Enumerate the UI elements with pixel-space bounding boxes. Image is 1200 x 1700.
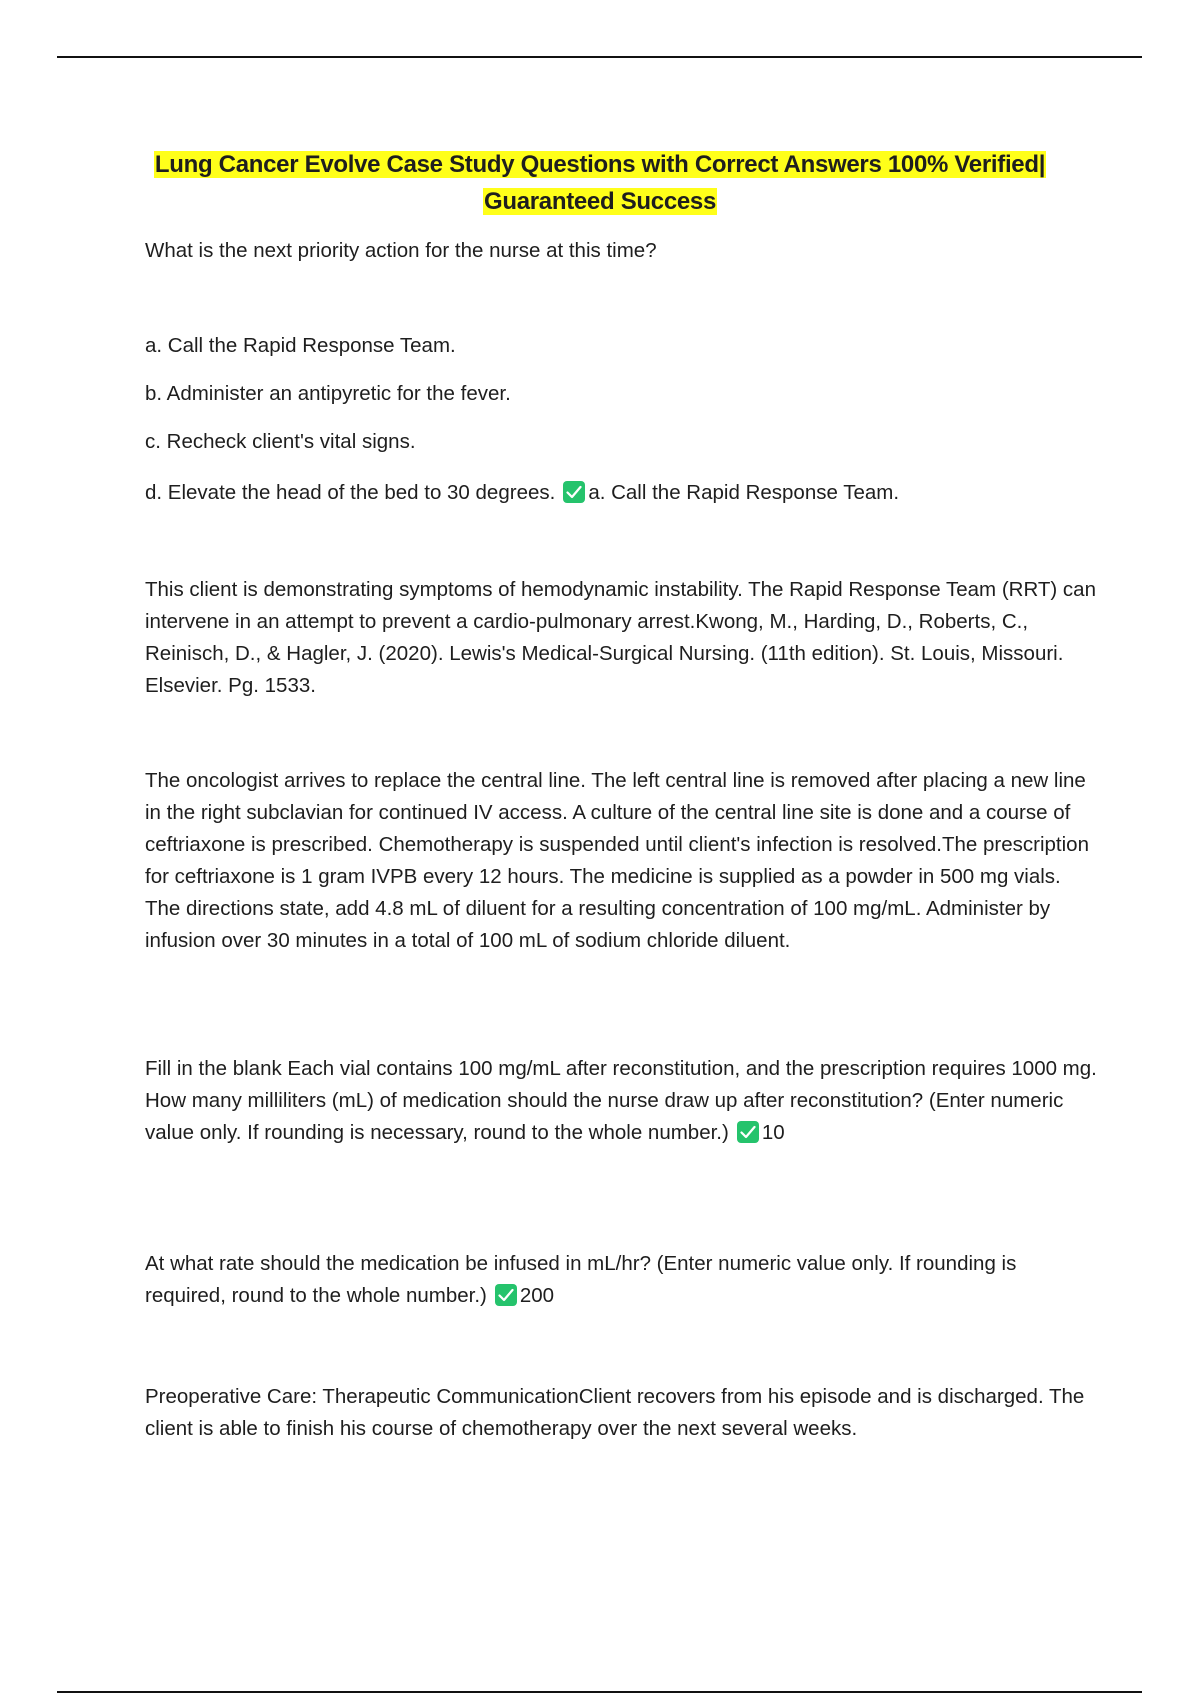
question-3-stem: At what rate should the medication be infused in mL/hr? (Enter numeric value only. If rounding is required, round to the whole number.) (145, 1252, 1017, 1307)
question-1-stem: What is the next priority action for the nurse at this time? (145, 239, 657, 262)
check-mark-icon (737, 1121, 759, 1143)
closing-text: Preoperative Care: Therapeutic CommunicationClient recovers from his episode and is discharged. The client is able to finish his course of chemotherapy over the next several weeks. (145, 1385, 1085, 1440)
option-a: a. Call the Rapid Response Team. (145, 334, 456, 357)
title-line-1: Lung Cancer Evolve Case Study Questions with Correct Answers 100% Verified| (154, 151, 1046, 178)
question-3 (145, 1248, 1100, 1312)
bottom-rule (57, 1691, 1142, 1693)
answer-1: a. Call the Rapid Response Team. (588, 481, 900, 504)
option-b: b. Administer an antipyretic for the fever. (145, 382, 511, 405)
document-title (130, 146, 1070, 220)
option-d-line (145, 477, 1100, 509)
option-c: c. Recheck client's vital signs. (145, 430, 416, 453)
check-mark-icon (495, 1284, 517, 1306)
check-mark-icon (563, 481, 585, 503)
question-2 (145, 1053, 1100, 1149)
question-2-stem: Fill in the blank Each vial contains 100 mg/mL after reconstitution, and the prescription requires 1000 mg. How many milliliters (mL) of medication should the nurse draw up after reconstitution? (Enter numeric value only. If rounding is necessary, round to the whole number.) (145, 1057, 1097, 1144)
option-d: d. Elevate the head of the bed to 30 degrees. (145, 481, 556, 504)
answer-2: 10 (761, 1121, 785, 1144)
title-line-2: Guaranteed Success (483, 188, 717, 215)
top-rule (57, 56, 1142, 58)
rationale-1: This client is demonstrating symptoms of hemodynamic instability. The Rapid Response Team (RRT) can intervene in an attempt to prevent a cardio-pulmonary arrest.Kwong, M., Harding, D., Roberts, C., Reinisch, D., & Hagler, J. (2020). Lewis's Medical-Surgical Nursing. (11th edition). St. Louis, Missouri. Elsevier. Pg. 1533. (145, 578, 1096, 697)
scenario-text: The oncologist arrives to replace the central line. The left central line is removed after placing a new line in the right subclavian for continued IV access. A culture of the central line site is done and a course of ceftriaxone is prescribed. Chemotherapy is suspended until client's infection is resolved.The prescription for ceftriaxone is 1 gram IVPB every 12 hours. The medicine is supplied as a powder in 500 mg vials. The directions state, add 4.8 mL of diluent for a resulting concentration of 100 mg/mL. Administer by infusion over 30 minutes in a total of 100 mL of sodium chloride diluent. (145, 769, 1089, 952)
answer-3: 200 (519, 1284, 555, 1307)
